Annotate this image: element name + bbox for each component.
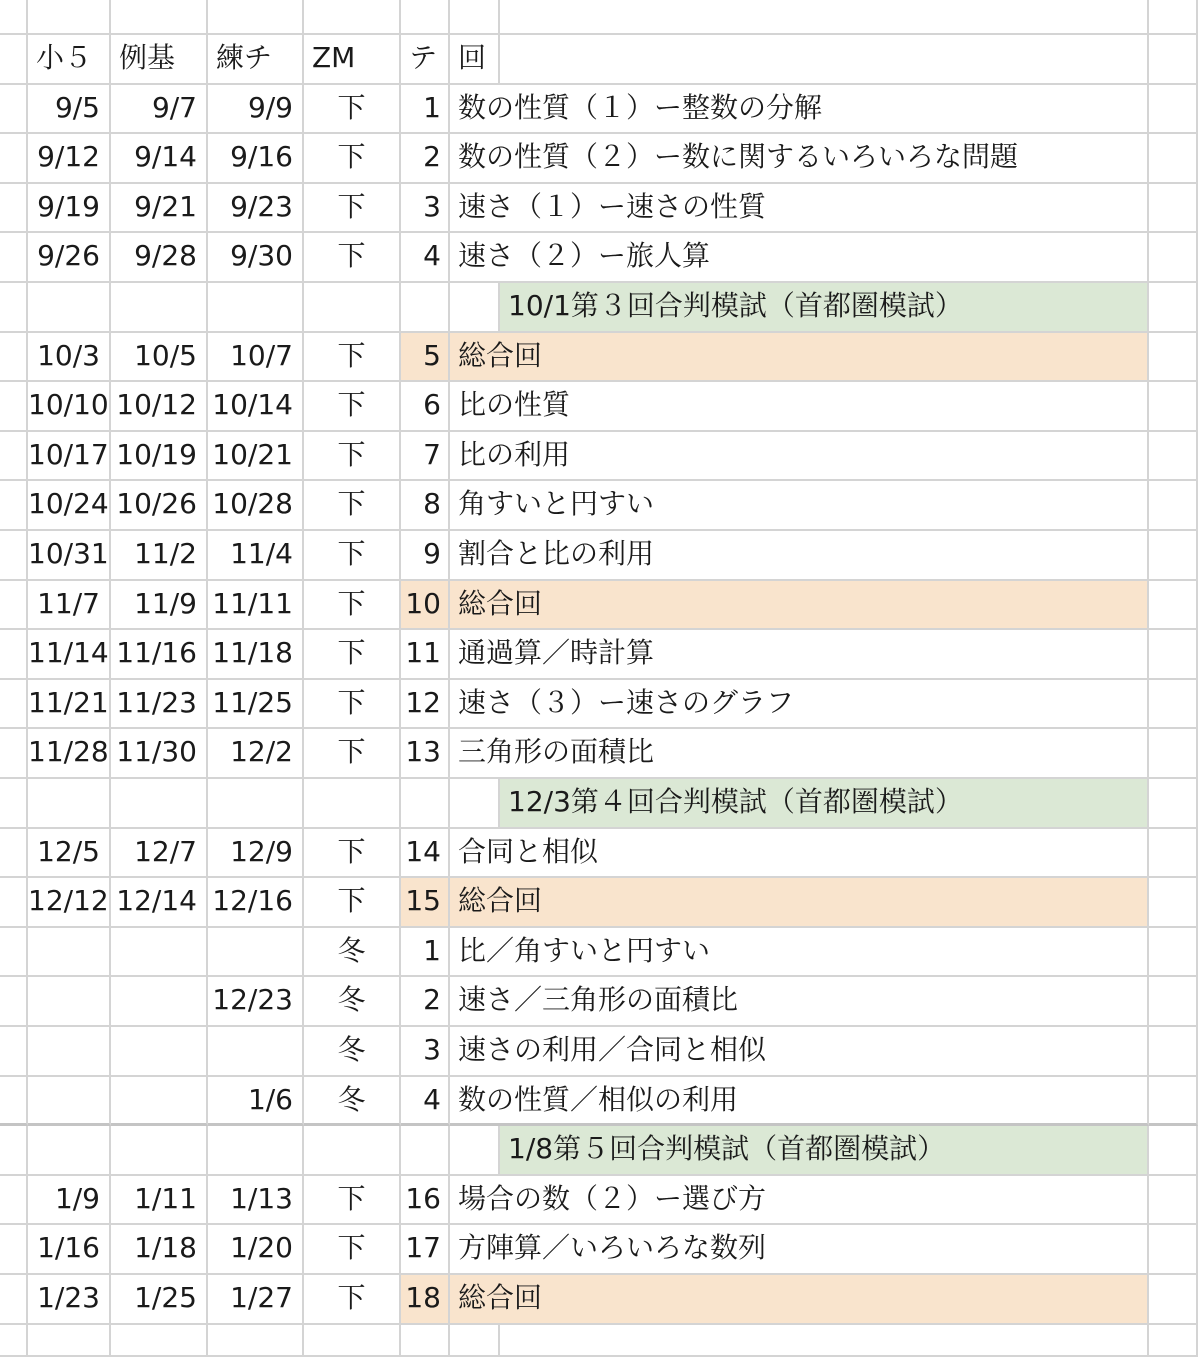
grid-cell[interactable] bbox=[1149, 729, 1198, 779]
renshu-date[interactable]: 11/9 bbox=[111, 581, 208, 630]
grid-cell[interactable] bbox=[208, 0, 304, 35]
zm-date[interactable]: 11/18 bbox=[208, 630, 304, 680]
lesson-topic[interactable]: 速さ（２）ー旅人算 bbox=[450, 233, 1149, 283]
reikiso-date[interactable]: 10/24 bbox=[28, 481, 111, 531]
text-type[interactable]: 冬 bbox=[304, 928, 401, 977]
reikiso-date[interactable]: 11/14 bbox=[28, 630, 111, 680]
grid-cell[interactable] bbox=[208, 283, 304, 333]
zm-date[interactable] bbox=[208, 1027, 304, 1077]
grid-cell[interactable] bbox=[1149, 630, 1198, 680]
row-header-cell[interactable] bbox=[0, 1126, 28, 1176]
text-type[interactable]: 下 bbox=[304, 134, 401, 184]
lesson-topic[interactable]: 総合回 bbox=[450, 333, 1149, 382]
zm-date[interactable]: 9/9 bbox=[208, 85, 304, 134]
text-type[interactable]: 下 bbox=[304, 581, 401, 630]
lesson-topic[interactable]: 総合回 bbox=[450, 1275, 1149, 1325]
row-header-cell[interactable] bbox=[0, 630, 28, 680]
grid-cell[interactable] bbox=[450, 1325, 500, 1357]
row-header-cell[interactable] bbox=[0, 1275, 28, 1325]
zm-date[interactable]: 9/16 bbox=[208, 134, 304, 184]
grid-cell[interactable] bbox=[1149, 977, 1198, 1027]
zm-date[interactable]: 1/27 bbox=[208, 1275, 304, 1325]
lesson-topic[interactable]: 数の性質（２）ー数に関するいろいろな問題 bbox=[450, 134, 1149, 184]
lesson-topic[interactable]: 比／角すいと円すい bbox=[450, 928, 1149, 977]
grid-cell[interactable] bbox=[304, 0, 401, 35]
lesson-number[interactable]: 3 bbox=[401, 1027, 450, 1077]
renshu-date[interactable]: 9/7 bbox=[111, 85, 208, 134]
lesson-topic[interactable]: 速さ（３）ー速さのグラフ bbox=[450, 680, 1149, 729]
grid-cell[interactable] bbox=[1149, 382, 1198, 432]
lesson-topic[interactable]: 速さ／三角形の面積比 bbox=[450, 977, 1149, 1027]
lesson-number[interactable]: 13 bbox=[401, 729, 450, 779]
grid-cell[interactable] bbox=[111, 0, 208, 35]
renshu-date[interactable]: 11/23 bbox=[111, 680, 208, 729]
zm-date[interactable]: 12/23 bbox=[208, 977, 304, 1027]
row-header-cell[interactable] bbox=[0, 1077, 28, 1126]
lesson-number[interactable]: 17 bbox=[401, 1225, 450, 1275]
reikiso-date[interactable]: 10/10 bbox=[28, 382, 111, 432]
grid-cell[interactable] bbox=[1149, 432, 1198, 481]
grid-cell[interactable] bbox=[1149, 283, 1198, 333]
exam-topic[interactable]: 12/3第４回合判模試（首都圏模試） bbox=[500, 779, 1149, 829]
renshu-date[interactable] bbox=[111, 1077, 208, 1126]
text-type[interactable]: 冬 bbox=[304, 1027, 401, 1077]
zm-date[interactable] bbox=[208, 928, 304, 977]
reikiso-date[interactable]: 9/5 bbox=[28, 85, 111, 134]
grid-cell[interactable] bbox=[401, 1126, 450, 1176]
row-header-cell[interactable] bbox=[0, 134, 28, 184]
text-type[interactable]: 下 bbox=[304, 1225, 401, 1275]
header-renshu[interactable]: 練チ bbox=[208, 35, 304, 85]
grid-cell[interactable] bbox=[1149, 233, 1198, 283]
renshu-date[interactable]: 11/16 bbox=[111, 630, 208, 680]
grid-cell[interactable] bbox=[450, 0, 500, 35]
lesson-number[interactable]: 7 bbox=[401, 432, 450, 481]
row-header-cell[interactable] bbox=[0, 729, 28, 779]
grid-cell[interactable] bbox=[111, 779, 208, 829]
reikiso-date[interactable]: 12/12 bbox=[28, 878, 111, 928]
grid-cell[interactable] bbox=[500, 0, 1149, 35]
row-header-cell[interactable] bbox=[0, 1176, 28, 1225]
zm-date[interactable]: 1/6 bbox=[208, 1077, 304, 1126]
row-header-cell[interactable] bbox=[0, 1225, 28, 1275]
header-grade[interactable]: 小５ bbox=[28, 35, 111, 85]
reikiso-date[interactable]: 9/12 bbox=[28, 134, 111, 184]
lesson-number[interactable]: 6 bbox=[401, 382, 450, 432]
row-header-cell[interactable] bbox=[0, 184, 28, 233]
header-reikiso[interactable]: 例基 bbox=[111, 35, 208, 85]
zm-date[interactable]: 9/23 bbox=[208, 184, 304, 233]
row-header-cell[interactable] bbox=[0, 481, 28, 531]
text-type[interactable]: 下 bbox=[304, 233, 401, 283]
grid-cell[interactable] bbox=[111, 283, 208, 333]
lesson-topic[interactable]: 角すいと円すい bbox=[450, 481, 1149, 531]
reikiso-date[interactable] bbox=[28, 1027, 111, 1077]
row-header-cell[interactable] bbox=[0, 779, 28, 829]
zm-date[interactable]: 11/25 bbox=[208, 680, 304, 729]
row-header-cell[interactable] bbox=[0, 1027, 28, 1077]
grid-cell[interactable] bbox=[1149, 680, 1198, 729]
grid-cell[interactable] bbox=[28, 0, 111, 35]
grid-cell[interactable] bbox=[1149, 928, 1198, 977]
lesson-number[interactable]: 4 bbox=[401, 1077, 450, 1126]
text-type[interactable]: 下 bbox=[304, 85, 401, 134]
lesson-number[interactable]: 10 bbox=[401, 581, 450, 630]
grid-cell[interactable] bbox=[1149, 333, 1198, 382]
grid-cell[interactable] bbox=[304, 1325, 401, 1357]
header-topic[interactable] bbox=[500, 35, 1149, 85]
grid-cell[interactable] bbox=[1149, 1077, 1198, 1126]
grid-cell[interactable] bbox=[401, 283, 450, 333]
lesson-number[interactable]: 1 bbox=[401, 85, 450, 134]
lesson-topic[interactable]: 通過算／時計算 bbox=[450, 630, 1149, 680]
reikiso-date[interactable]: 10/3 bbox=[28, 333, 111, 382]
grid-cell[interactable] bbox=[304, 1126, 401, 1176]
lesson-topic[interactable]: 三角形の面積比 bbox=[450, 729, 1149, 779]
grid-cell[interactable] bbox=[450, 283, 500, 333]
grid-cell[interactable] bbox=[111, 1325, 208, 1357]
zm-date[interactable]: 12/9 bbox=[208, 829, 304, 878]
zm-date[interactable]: 12/2 bbox=[208, 729, 304, 779]
reikiso-date[interactable]: 10/17 bbox=[28, 432, 111, 481]
grid-cell[interactable] bbox=[1149, 1225, 1198, 1275]
lesson-number[interactable]: 2 bbox=[401, 134, 450, 184]
reikiso-date[interactable]: 1/23 bbox=[28, 1275, 111, 1325]
reikiso-date[interactable]: 1/9 bbox=[28, 1176, 111, 1225]
row-header-cell[interactable] bbox=[0, 680, 28, 729]
grid-cell[interactable] bbox=[1149, 779, 1198, 829]
grid-cell[interactable] bbox=[1149, 134, 1198, 184]
lesson-topic[interactable]: 比の性質 bbox=[450, 382, 1149, 432]
reikiso-date[interactable]: 9/19 bbox=[28, 184, 111, 233]
grid-cell[interactable] bbox=[28, 779, 111, 829]
renshu-date[interactable]: 10/12 bbox=[111, 382, 208, 432]
lesson-topic[interactable]: 速さの利用／合同と相似 bbox=[450, 1027, 1149, 1077]
renshu-date[interactable]: 12/7 bbox=[111, 829, 208, 878]
text-type[interactable]: 冬 bbox=[304, 1077, 401, 1126]
renshu-date[interactable]: 10/19 bbox=[111, 432, 208, 481]
grid-cell[interactable] bbox=[304, 779, 401, 829]
renshu-date[interactable]: 11/2 bbox=[111, 531, 208, 581]
lesson-number[interactable]: 16 bbox=[401, 1176, 450, 1225]
zm-date[interactable]: 1/13 bbox=[208, 1176, 304, 1225]
lesson-topic[interactable]: 総合回 bbox=[450, 878, 1149, 928]
grid-cell[interactable] bbox=[1149, 1126, 1198, 1176]
lesson-topic[interactable]: 場合の数（２）ー選び方 bbox=[450, 1176, 1149, 1225]
zm-date[interactable]: 12/16 bbox=[208, 878, 304, 928]
text-type[interactable]: 下 bbox=[304, 630, 401, 680]
reikiso-date[interactable] bbox=[28, 928, 111, 977]
grid-cell[interactable] bbox=[401, 779, 450, 829]
lesson-number[interactable]: 2 bbox=[401, 977, 450, 1027]
text-type[interactable]: 下 bbox=[304, 432, 401, 481]
zm-date[interactable]: 1/20 bbox=[208, 1225, 304, 1275]
renshu-date[interactable]: 9/28 bbox=[111, 233, 208, 283]
grid-cell[interactable] bbox=[1149, 0, 1198, 35]
reikiso-date[interactable] bbox=[28, 977, 111, 1027]
reikiso-date[interactable]: 9/26 bbox=[28, 233, 111, 283]
header-kai[interactable]: 回 bbox=[450, 35, 500, 85]
row-header-cell[interactable] bbox=[0, 283, 28, 333]
grid-cell[interactable] bbox=[28, 1325, 111, 1357]
lesson-number[interactable]: 4 bbox=[401, 233, 450, 283]
grid-cell[interactable] bbox=[1149, 581, 1198, 630]
grid-cell[interactable] bbox=[111, 1126, 208, 1176]
row-header-cell[interactable] bbox=[0, 878, 28, 928]
zm-date[interactable]: 10/28 bbox=[208, 481, 304, 531]
renshu-date[interactable]: 1/18 bbox=[111, 1225, 208, 1275]
renshu-date[interactable]: 9/21 bbox=[111, 184, 208, 233]
exam-topic[interactable]: 10/1第３回合判模試（首都圏模試） bbox=[500, 283, 1149, 333]
renshu-date[interactable] bbox=[111, 977, 208, 1027]
grid-cell[interactable] bbox=[1149, 1275, 1198, 1325]
reikiso-date[interactable]: 1/16 bbox=[28, 1225, 111, 1275]
grid-cell[interactable] bbox=[208, 1126, 304, 1176]
lesson-number[interactable]: 9 bbox=[401, 531, 450, 581]
row-header-cell[interactable] bbox=[0, 928, 28, 977]
grid-cell[interactable] bbox=[1149, 531, 1198, 581]
grid-cell[interactable] bbox=[28, 283, 111, 333]
grid-cell[interactable] bbox=[1149, 829, 1198, 878]
row-header-cell[interactable] bbox=[0, 333, 28, 382]
text-type[interactable]: 下 bbox=[304, 184, 401, 233]
lesson-number[interactable]: 14 bbox=[401, 829, 450, 878]
row-header-cell[interactable] bbox=[0, 531, 28, 581]
grid-cell[interactable] bbox=[1149, 481, 1198, 531]
zm-date[interactable]: 11/11 bbox=[208, 581, 304, 630]
lesson-topic[interactable]: 速さ（１）ー速さの性質 bbox=[450, 184, 1149, 233]
renshu-date[interactable] bbox=[111, 928, 208, 977]
grid-cell[interactable] bbox=[0, 1325, 28, 1357]
row-header-cell[interactable] bbox=[0, 85, 28, 134]
lesson-number[interactable]: 1 bbox=[401, 928, 450, 977]
reikiso-date[interactable]: 11/7 bbox=[28, 581, 111, 630]
grid-cell[interactable] bbox=[1149, 85, 1198, 134]
grid-cell[interactable] bbox=[450, 779, 500, 829]
text-type[interactable]: 冬 bbox=[304, 977, 401, 1027]
text-type[interactable]: 下 bbox=[304, 531, 401, 581]
lesson-topic[interactable]: 比の利用 bbox=[450, 432, 1149, 481]
row-header-cell[interactable] bbox=[0, 977, 28, 1027]
text-type[interactable]: 下 bbox=[304, 1275, 401, 1325]
grid-cell[interactable] bbox=[401, 1325, 450, 1357]
header-zm[interactable]: ZM bbox=[304, 35, 401, 85]
row-header-cell[interactable] bbox=[0, 35, 28, 85]
grid-cell[interactable] bbox=[208, 779, 304, 829]
reikiso-date[interactable]: 12/5 bbox=[28, 829, 111, 878]
reikiso-date[interactable]: 11/21 bbox=[28, 680, 111, 729]
row-header-cell[interactable] bbox=[0, 233, 28, 283]
grid-cell[interactable] bbox=[1149, 1176, 1198, 1225]
header-text[interactable]: テ bbox=[401, 35, 450, 85]
reikiso-date[interactable] bbox=[28, 1077, 111, 1126]
lesson-number[interactable]: 15 bbox=[401, 878, 450, 928]
reikiso-date[interactable]: 11/28 bbox=[28, 729, 111, 779]
grid-cell[interactable] bbox=[450, 1126, 500, 1176]
renshu-date[interactable]: 9/14 bbox=[111, 134, 208, 184]
grid-cell[interactable] bbox=[1149, 878, 1198, 928]
row-header-cell[interactable] bbox=[0, 432, 28, 481]
text-type[interactable]: 下 bbox=[304, 382, 401, 432]
reikiso-date[interactable]: 10/31 bbox=[28, 531, 111, 581]
grid-cell[interactable] bbox=[1149, 184, 1198, 233]
zm-date[interactable]: 10/21 bbox=[208, 432, 304, 481]
text-type[interactable]: 下 bbox=[304, 829, 401, 878]
row-header-cell[interactable] bbox=[0, 829, 28, 878]
lesson-topic[interactable]: 数の性質（１）ー整数の分解 bbox=[450, 85, 1149, 134]
grid-cell[interactable] bbox=[500, 1325, 1149, 1357]
grid-cell[interactable] bbox=[1149, 35, 1198, 85]
text-type[interactable]: 下 bbox=[304, 1176, 401, 1225]
grid-cell[interactable] bbox=[1149, 1027, 1198, 1077]
text-type[interactable]: 下 bbox=[304, 729, 401, 779]
renshu-date[interactable]: 12/14 bbox=[111, 878, 208, 928]
zm-date[interactable]: 11/4 bbox=[208, 531, 304, 581]
text-type[interactable]: 下 bbox=[304, 878, 401, 928]
renshu-date[interactable]: 10/26 bbox=[111, 481, 208, 531]
renshu-date[interactable]: 1/11 bbox=[111, 1176, 208, 1225]
row-header-cell[interactable] bbox=[0, 581, 28, 630]
lesson-topic[interactable]: 総合回 bbox=[450, 581, 1149, 630]
row-header-cell[interactable] bbox=[0, 382, 28, 432]
lesson-topic[interactable]: 合同と相似 bbox=[450, 829, 1149, 878]
text-type[interactable]: 下 bbox=[304, 333, 401, 382]
grid-cell[interactable] bbox=[401, 0, 450, 35]
grid-cell[interactable] bbox=[28, 1126, 111, 1176]
renshu-date[interactable]: 1/25 bbox=[111, 1275, 208, 1325]
renshu-date[interactable]: 11/30 bbox=[111, 729, 208, 779]
zm-date[interactable]: 10/7 bbox=[208, 333, 304, 382]
lesson-topic[interactable]: 数の性質／相似の利用 bbox=[450, 1077, 1149, 1126]
renshu-date[interactable] bbox=[111, 1027, 208, 1077]
lesson-number[interactable]: 3 bbox=[401, 184, 450, 233]
grid-cell[interactable] bbox=[304, 283, 401, 333]
grid-cell[interactable] bbox=[208, 1325, 304, 1357]
zm-date[interactable]: 10/14 bbox=[208, 382, 304, 432]
grid-cell[interactable] bbox=[0, 0, 28, 35]
lesson-number[interactable]: 8 bbox=[401, 481, 450, 531]
renshu-date[interactable]: 10/5 bbox=[111, 333, 208, 382]
lesson-topic[interactable]: 方陣算／いろいろな数列 bbox=[450, 1225, 1149, 1275]
lesson-topic[interactable]: 割合と比の利用 bbox=[450, 531, 1149, 581]
lesson-number[interactable]: 5 bbox=[401, 333, 450, 382]
lesson-number[interactable]: 11 bbox=[401, 630, 450, 680]
exam-topic[interactable]: 1/8第５回合判模試（首都圏模試） bbox=[500, 1126, 1149, 1176]
text-type[interactable]: 下 bbox=[304, 680, 401, 729]
lesson-number[interactable]: 18 bbox=[401, 1275, 450, 1325]
zm-date[interactable]: 9/30 bbox=[208, 233, 304, 283]
text-type[interactable]: 下 bbox=[304, 481, 401, 531]
lesson-number[interactable]: 12 bbox=[401, 680, 450, 729]
grid-cell[interactable] bbox=[1149, 1325, 1198, 1357]
